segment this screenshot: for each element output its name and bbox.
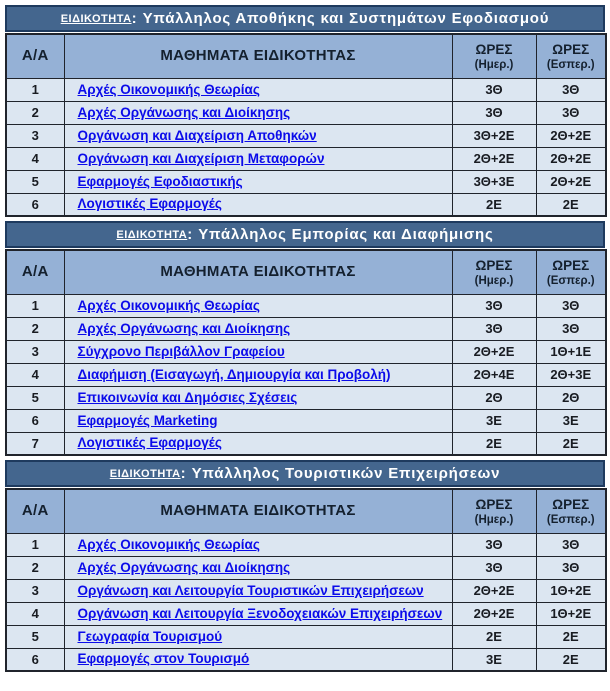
- table-row: [6, 648, 606, 671]
- hours-day-cell: 3Θ: [452, 556, 536, 579]
- hours-evening-cell: 1Θ+2Ε: [536, 602, 606, 625]
- specialty-colon: :: [131, 10, 137, 27]
- hours-evening-cell: 3Ε: [536, 409, 606, 432]
- hours-evening-cell: 1Θ+1Ε: [536, 340, 606, 363]
- course-cell: [64, 363, 452, 386]
- course-cell: [64, 147, 452, 170]
- specialty-section-tourism: [5, 460, 605, 672]
- row-number: 6: [6, 409, 64, 432]
- specialty-header-band: [5, 5, 605, 32]
- row-number: 4: [6, 602, 64, 625]
- hours-day-cell: 3Θ: [452, 317, 536, 340]
- hours-evening-cell: 3Θ: [536, 317, 606, 340]
- col-header-hours-day: ΩΡΕΣ (Ημερ.): [452, 34, 536, 78]
- row-number: 6: [6, 193, 64, 216]
- hours-day-cell: 2Θ+2Ε: [452, 602, 536, 625]
- hours-day-cell: 2Ε: [452, 432, 536, 455]
- hours-evening-cell: 1Θ+2Ε: [536, 579, 606, 602]
- course-cell: [64, 386, 452, 409]
- course-link[interactable]: Αρχές Οργάνωσης και Διοίκησης: [77, 104, 291, 120]
- course-link[interactable]: Εφαρμογές Εφοδιαστικής: [77, 173, 243, 189]
- hours-evening-cell: 2Θ: [536, 386, 606, 409]
- specialty-header-band: [5, 460, 605, 487]
- hours-evening-cell: 2Θ+2Ε: [536, 147, 606, 170]
- row-number: 1: [6, 533, 64, 556]
- course-link[interactable]: Αρχές Οργάνωσης και Διοίκησης: [77, 320, 291, 336]
- table-row: [6, 625, 606, 648]
- hours-evening-cell: 2Θ+2Ε: [536, 124, 606, 147]
- row-number: 4: [6, 363, 64, 386]
- course-cell: [64, 602, 452, 625]
- table-row: [6, 294, 606, 317]
- course-link[interactable]: Σύγχρονο Περιβάλλον Γραφείου: [77, 343, 285, 359]
- row-number: 5: [6, 170, 64, 193]
- table-row: [6, 432, 606, 455]
- specialty-title: Υπάλληλος Εμπορίας και Διαφήμισης: [198, 226, 494, 243]
- table-row: [6, 602, 606, 625]
- course-link[interactable]: Επικοινωνία και Δημόσιες Σχέσεις: [77, 389, 298, 405]
- course-cell: [64, 193, 452, 216]
- hours-evening-cell: 3Θ: [536, 556, 606, 579]
- course-cell: [64, 409, 452, 432]
- specialty-label: ΕΙΔΙΚΟΤΗΤΑ: [60, 12, 132, 25]
- course-link[interactable]: Αρχές Οικονομικής Θεωρίας: [77, 81, 260, 97]
- table-row: [6, 317, 606, 340]
- hours-evening-cell: 2Ε: [536, 193, 606, 216]
- specialty-colon: :: [187, 226, 193, 243]
- hours-evening-cell: 2Ε: [536, 648, 606, 671]
- hours-day-cell: 3Ε: [452, 409, 536, 432]
- specialty-label: ΕΙΔΙΚΟΤΗΤΑ: [109, 467, 181, 480]
- column-header-row: [6, 489, 606, 533]
- hours-day-cell: 2Ε: [452, 625, 536, 648]
- hours-evening-cell: 3Θ: [536, 533, 606, 556]
- course-cell: [64, 556, 452, 579]
- specialty-title: Υπάλληλος Αποθήκης και Συστημάτων Εφοδιασμού: [142, 10, 550, 27]
- course-link[interactable]: Λογιστικές Εφαρμογές: [77, 435, 222, 451]
- table-row: [6, 101, 606, 124]
- course-cell: [64, 579, 452, 602]
- course-cell: [64, 78, 452, 101]
- course-cell: [64, 294, 452, 317]
- table-row: [6, 409, 606, 432]
- table-row: [6, 193, 606, 216]
- hours-evening-cell: 3Θ: [536, 101, 606, 124]
- table-row: [6, 533, 606, 556]
- row-number: 1: [6, 78, 64, 101]
- row-number: 2: [6, 556, 64, 579]
- row-number: 6: [6, 648, 64, 671]
- course-link[interactable]: Εφαρμογές Marketing: [77, 412, 218, 428]
- hours-day-cell: 3Θ+2Ε: [452, 124, 536, 147]
- col-header-course: ΜΑΘΗΜΑΤΑ ΕΙΔΙΚΟΤΗΤΑΣ: [64, 489, 452, 533]
- row-number: 5: [6, 386, 64, 409]
- col-header-hours-evening: ΩΡΕΣ (Εσπερ.): [536, 250, 606, 294]
- row-number: 3: [6, 124, 64, 147]
- specialty-header-band: [5, 221, 605, 248]
- hours-evening-cell: 2Ε: [536, 432, 606, 455]
- row-number: 3: [6, 340, 64, 363]
- table-row: [6, 124, 606, 147]
- hours-evening-cell: 3Θ: [536, 78, 606, 101]
- col-header-course: ΜΑΘΗΜΑΤΑ ΕΙΔΙΚΟΤΗΤΑΣ: [64, 250, 452, 294]
- course-link[interactable]: Γεωγραφία Τουρισμού: [77, 628, 223, 644]
- course-link[interactable]: Αρχές Οικονομικής Θεωρίας: [77, 536, 260, 552]
- hours-day-cell: 3Θ: [452, 533, 536, 556]
- course-link[interactable]: Οργάνωση και Λειτουργία Τουριστικών Επιχειρήσεων: [77, 582, 424, 598]
- courses-table: [5, 249, 607, 456]
- course-cell: [64, 101, 452, 124]
- specialty-section-warehouse: [5, 5, 605, 217]
- table-row: [6, 363, 606, 386]
- course-link[interactable]: Διαφήμιση (Εισαγωγή, Δημιουργία και Προβολή): [77, 366, 391, 382]
- course-cell: [64, 432, 452, 455]
- table-row: [6, 579, 606, 602]
- course-cell: [64, 170, 452, 193]
- hours-evening-cell: 3Θ: [536, 294, 606, 317]
- column-header-row: [6, 250, 606, 294]
- row-number: 1: [6, 294, 64, 317]
- table-row: [6, 147, 606, 170]
- course-cell: [64, 340, 452, 363]
- course-link[interactable]: Οργάνωση και Λειτουργία Ξενοδοχειακών Επιχειρήσεων: [77, 605, 443, 621]
- col-header-num: Α/Α: [6, 489, 64, 533]
- hours-day-cell: 3Θ: [452, 294, 536, 317]
- table-row: [6, 340, 606, 363]
- column-header-row: [6, 34, 606, 78]
- hours-day-cell: 3Ε: [452, 648, 536, 671]
- row-number: 4: [6, 147, 64, 170]
- hours-day-cell: 2Ε: [452, 193, 536, 216]
- col-header-num: Α/Α: [6, 34, 64, 78]
- hours-day-cell: 3Θ+3Ε: [452, 170, 536, 193]
- row-number: 3: [6, 579, 64, 602]
- course-link[interactable]: Οργάνωση και Διαχείριση Αποθηκών: [77, 127, 317, 143]
- table-row: [6, 386, 606, 409]
- row-number: 2: [6, 101, 64, 124]
- col-header-hours-evening: ΩΡΕΣ (Εσπερ.): [536, 489, 606, 533]
- row-number: 2: [6, 317, 64, 340]
- table-row: [6, 170, 606, 193]
- hours-evening-cell: 2Θ+2Ε: [536, 170, 606, 193]
- row-number: 7: [6, 432, 64, 455]
- courses-table: [5, 33, 607, 217]
- table-row: [6, 556, 606, 579]
- col-header-course: ΜΑΘΗΜΑΤΑ ΕΙΔΙΚΟΤΗΤΑΣ: [64, 34, 452, 78]
- col-header-hours-evening: ΩΡΕΣ (Εσπερ.): [536, 34, 606, 78]
- course-link[interactable]: Αρχές Οργάνωσης και Διοίκησης: [77, 559, 291, 575]
- hours-day-cell: 2Θ+2Ε: [452, 579, 536, 602]
- course-link[interactable]: Οργάνωση και Διαχείριση Μεταφορών: [77, 150, 325, 166]
- specialty-colon: :: [180, 465, 186, 482]
- hours-evening-cell: 2Θ+3Ε: [536, 363, 606, 386]
- row-number: 5: [6, 625, 64, 648]
- col-header-num: Α/Α: [6, 250, 64, 294]
- course-cell: [64, 533, 452, 556]
- col-header-hours-day: ΩΡΕΣ (Ημερ.): [452, 250, 536, 294]
- specialty-title: Υπάλληλος Τουριστικών Επιχειρήσεων: [191, 465, 501, 482]
- hours-day-cell: 2Θ+4Ε: [452, 363, 536, 386]
- course-cell: [64, 625, 452, 648]
- hours-day-cell: 2Θ+2Ε: [452, 147, 536, 170]
- course-cell: [64, 317, 452, 340]
- course-link[interactable]: Εφαρμογές στον Τουρισμό: [77, 651, 250, 667]
- hours-evening-cell: 2Ε: [536, 625, 606, 648]
- hours-day-cell: 3Θ: [452, 78, 536, 101]
- course-cell: [64, 124, 452, 147]
- hours-day-cell: 3Θ: [452, 101, 536, 124]
- course-link[interactable]: Αρχές Οικονομικής Θεωρίας: [77, 297, 260, 313]
- course-cell: [64, 648, 452, 671]
- specialty-label: ΕΙΔΙΚΟΤΗΤΑ: [116, 228, 188, 241]
- col-header-hours-day: ΩΡΕΣ (Ημερ.): [452, 489, 536, 533]
- specialty-section-commerce: [5, 221, 605, 456]
- courses-table: [5, 488, 607, 672]
- table-row: [6, 78, 606, 101]
- hours-day-cell: 2Θ: [452, 386, 536, 409]
- hours-day-cell: 2Θ+2Ε: [452, 340, 536, 363]
- course-link[interactable]: Λογιστικές Εφαρμογές: [77, 196, 222, 212]
